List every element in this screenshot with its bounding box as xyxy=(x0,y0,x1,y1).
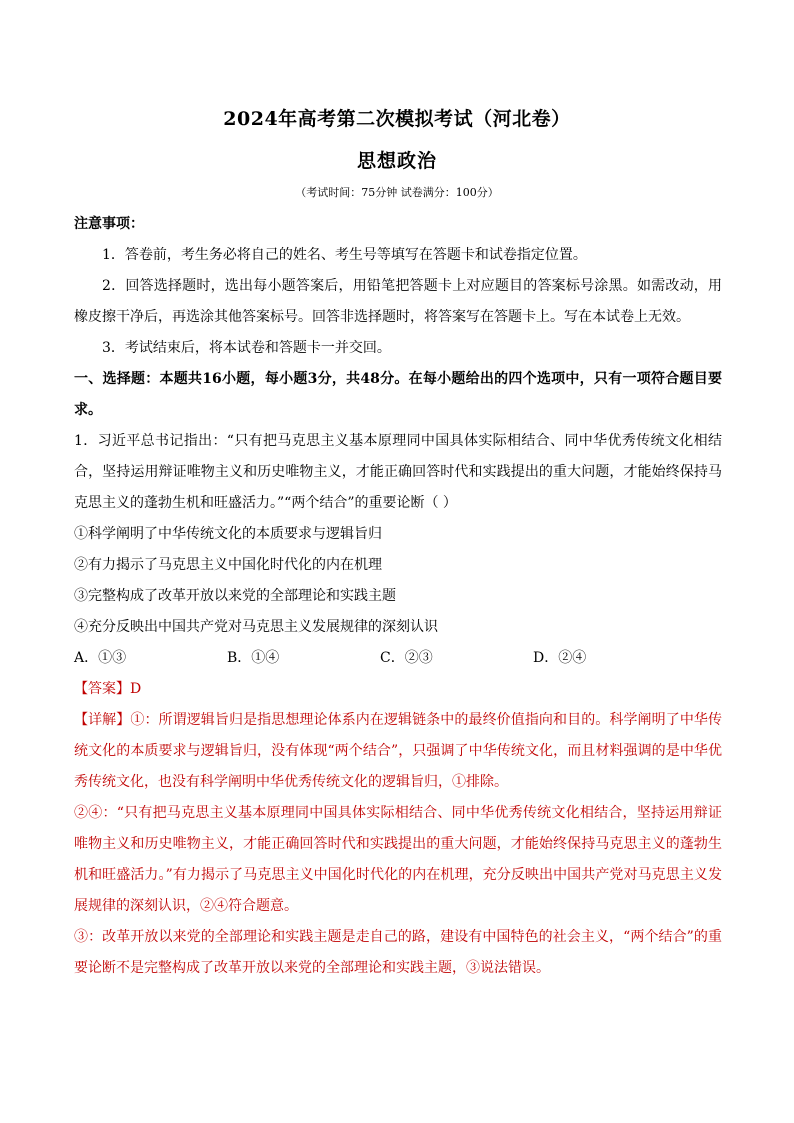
option-c: C．②③ xyxy=(380,650,433,666)
option-b: B．①④ xyxy=(227,650,280,666)
exam-info: （考试时间：75分钟 试卷满分：100分） xyxy=(295,186,499,199)
question-statement-3: ③完整构成了改革开放以来党的全部理论和实践主题 xyxy=(74,588,396,604)
document-body xyxy=(74,209,722,984)
exam-title: 2024年高考第二次模拟考试（河北卷） xyxy=(223,108,571,130)
note-item-2: 2．回答选择题时，选出每小题答案后，用铅笔把答题卡上对应题目的答案标号涂黑。如需改动，用橡皮擦干净后，再选涂其他答案标号。回答非选择题时，将答案写在答题卡上。写在本试卷上无效。 xyxy=(74,278,722,325)
notes-heading: 注意事项： xyxy=(74,216,144,232)
explanation-3: ③：改革开放以来党的全部理论和实践主题是走自己的路，建设有中国特色的社会主义，“两个结合”的重要论断不是完整构成了改革开放以来党的全部理论和实践主题，③说法错误。 xyxy=(74,929,722,976)
subject-title: 思想政治 xyxy=(356,150,437,172)
answer-options xyxy=(74,643,722,674)
section-heading: 一、选择题：本题共16小题，每小题3分，共48分。在每小题给出的四个选项中，只有一项符合题目要求。 xyxy=(74,371,722,418)
option-d: D．②④ xyxy=(533,650,587,666)
explanation-2: ②④：“只有把马克思主义基本原理同中国具体实际相结合、同中华优秀传统文化相结合，坚持运用辩证唯物主义和历史唯物主义，才能正确回答时代和实践提出的重大问题，才能始终保持马克思主义的蓬勃生机和旺盛活力。”有力揭示了马克思主义中国化时代化的内在机理，充分反映出中国共产党对马克思主义发展规律的深刻认识，②④符合题意。 xyxy=(74,805,722,914)
question-statement-2: ②有力揭示了马克思主义中国化时代化的内在机理 xyxy=(74,557,382,573)
question-statement-1: ①科学阐明了中华传统文化的本质要求与逻辑旨归 xyxy=(74,526,382,542)
question-statement-4: ④充分反映出中国共产党对马克思主义发展规律的深刻认识 xyxy=(74,619,438,635)
option-a: A．①③ xyxy=(74,650,127,666)
note-item-1: 1．答卷前，考生务必将自己的姓名、考生号等填写在答题卡和试卷指定位置。 xyxy=(102,247,587,263)
question-stem: 1．习近平总书记指出：“只有把马克思主义基本原理同中国具体实际相结合、同中华优秀传统文化相结合，坚持运用辩证唯物主义和历史唯物主义，才能正确回答时代和实践提出的重大问题，才能始终保持马克思主义的蓬勃生机和旺盛活力。”“两个结合”的重要论断（ ） xyxy=(74,433,722,511)
note-item-3: 3．考试结束后，将本试卷和答题卡一并交回。 xyxy=(102,340,391,356)
answer-line: 【答案】D xyxy=(74,681,142,697)
explanation-1: 【详解】①：所谓逻辑旨归是指思想理论体系内在逻辑链条中的最终价值指向和目的。科学阐明了中华传统文化的本质要求与逻辑旨归，没有体现“两个结合”，只强调了中华传统文化，而且材料强调的是中华优秀传统文化，也没有科学阐明中华优秀传统文化的逻辑旨归，①排除。 xyxy=(74,712,722,790)
